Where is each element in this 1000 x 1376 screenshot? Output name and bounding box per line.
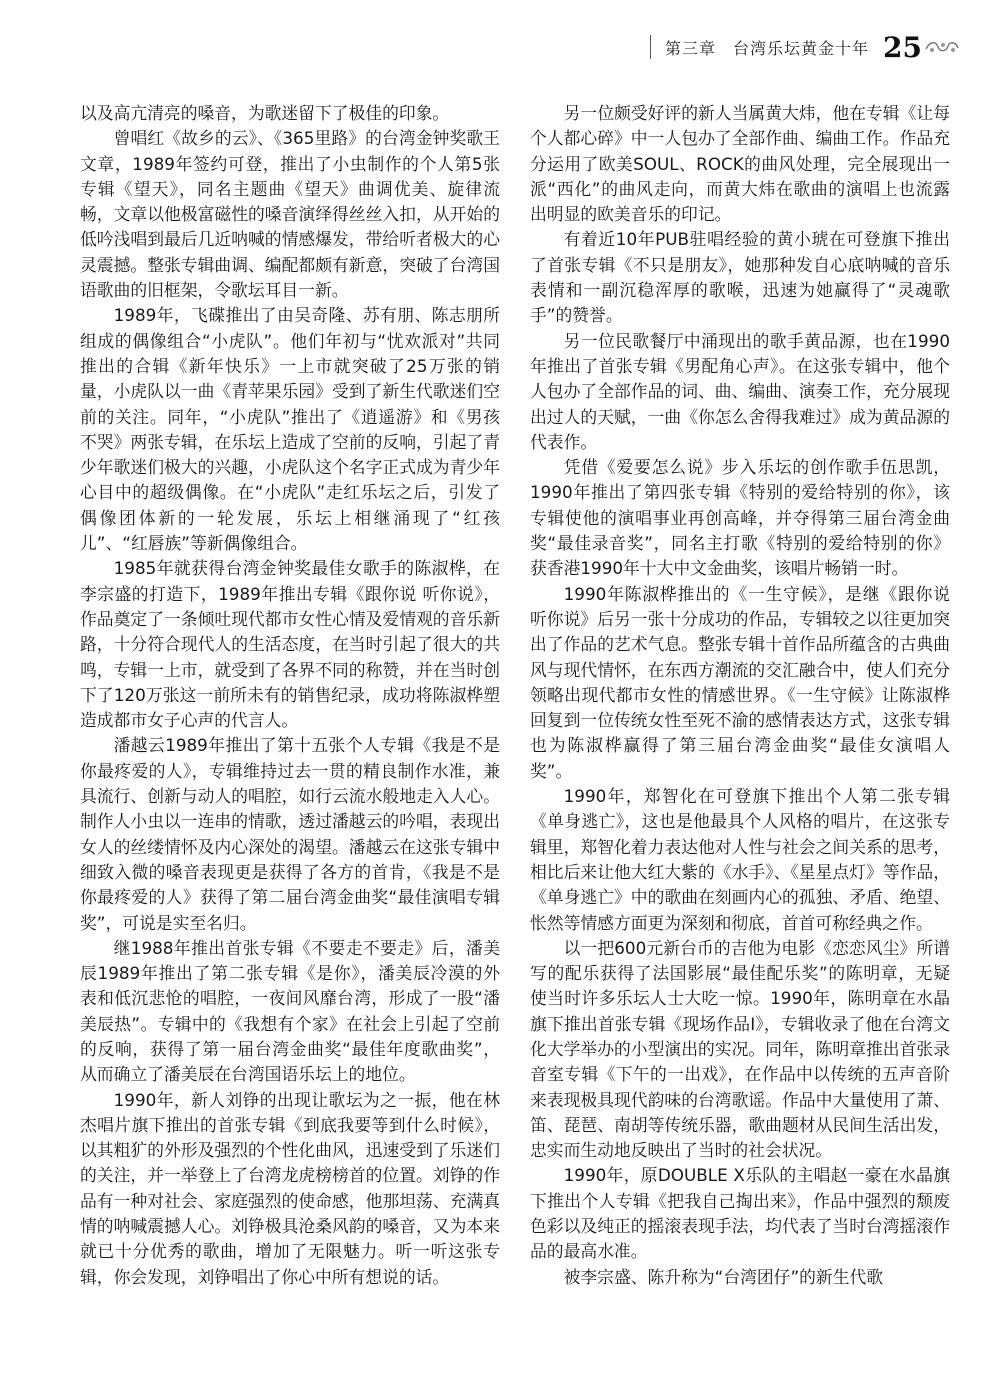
- paragraph: 另一位颇受好评的新人当属黄大炜，他在专辑《让每个人都心碎》中一人包办了全部作曲、编曲工作。作品充分运用了欧美SOUL、ROCK的曲风处理，完全展现出一派“西化”的曲风走向，而黄大炜在歌曲的演唱上也流露出明显的欧美音乐的印记。: [530, 103, 950, 225]
- paragraph: 1990年，郑智化在可登旗下推出个人第二张专辑《单身逃亡》，这也是他最具个人风格的唱片，在这张专辑里，郑智化着力表达他对人性与社会之间关系的思考，相比后来让他大红大紫的《水手》、《星星点灯》等作品，《单身逃亡》中的歌曲在刻画内心的孤独、矛盾、绝望、怅然等情感方面更为深刻和彻底，首首可称经典之作。: [530, 786, 950, 933]
- paragraph: 1985年就获得台湾金钟奖最佳女歌手的陈淑桦，在李宗盛的打造下，1989年推出专辑《跟你说 听你说》，作品奠定了一条倾吐现代都市女性心情及爱情观的音乐新路，十分符合现代人的生活态度，在当时引起了很大的共鸣，专辑一上市，就受到了各界不同的称赞，并在当时创下了120万张这一前所未有的销售纪录，成功将陈淑桦塑造成都市女子心声的代言人。: [80, 558, 500, 731]
- paragraph: 继1988年推出首张专辑《不要走不要走》后，潘美辰1989年推出了第二张专辑《是你》，潘美辰冷漠的外表和低沉悲怆的唱腔，一夜间风靡台湾，形成了一股“潘美辰热”。专辑中的《我想有个家》在社会上引起了空前的反响，获得了第一届台湾金曲奖“最佳年度歌曲奖”，从而确立了潘美辰在台湾国语乐坛上的地位。: [80, 937, 500, 1085]
- page-number: 25: [883, 30, 922, 64]
- paragraph: 潘越云1989年推出了第十五张个人专辑《我是不是你最疼爱的人》，专辑维持过去一贯的精良制作水准，兼具流行、创新与动人的唱腔，如行云流水般地走入人心。制作人小虫以一连串的情歌，透过潘越云的吟唱，表现出女人的丝缕情怀及内心深处的渴望。潘越云在这张专辑中细致入微的嗓音表现更是获得了各方的首肯，《我是不是你最疼爱的人》获得了第二届台湾金曲奖“最佳演唱专辑奖”，可说是实至名归。: [80, 735, 500, 933]
- paragraph: 曾唱红《故乡的云》、《365里路》的台湾金钟奖歌王文章，1989年签约可登，推出了小虫制作的个人第5张专辑《望天》，同名主题曲《望天》曲调优美、旋律流畅，文章以他极富磁性的嗓音演绎得丝丝入扣，从开始的低吟浅唱到最后几近呐喊的情感爆发，带给听者极大的心灵震撼。整张专辑曲调、编配都颇有新意，突破了台湾国语歌曲的旧框架，令歌坛耳目一新。: [80, 128, 500, 301]
- paragraph: 有着近10年PUB驻唱经验的黄小琥在可登旗下推出了首张专辑《不只是朋友》，她那种发自心底呐喊的音乐表情和一副沉稳浑厚的歌喉，迅速为她赢得了“灵魂歌手”的赞誉。: [530, 229, 950, 326]
- paragraph: 1990年陈淑桦推出的《一生守候》，是继《跟你说 听你说》后另一张十分成功的作品，专辑较之以往更加突出了作品的艺术气息。整张专辑十首作品所蕴含的古典曲风与现代情怀，在东西方潮流的交汇融合中，使人们充分领略出现代都市女性的情感世界。《一生守候》让陈淑桦回复到一位传统女性至死不渝的感情表达方式，这张专辑也为陈淑桦赢得了第三届台湾金曲奖“最佳女演唱人奖”。: [530, 583, 950, 781]
- paragraph: 被李宗盛、陈升称为“台湾团仔”的新生代歌: [563, 1266, 884, 1287]
- right-column: [530, 101, 950, 1290]
- paragraph: 1990年，原DOUBLE X乐队的主唱赵一豪在水晶旗下推出个人专辑《把我自己掏出来》，作品中强烈的颓废色彩以及纯正的摇滚表现手法，均代表了当时台湾摇滚作品的最高水准。: [530, 1165, 950, 1262]
- header-divider: [650, 35, 651, 59]
- paragraph: 1989年，飞碟推出了由吴奇隆、苏有朋、陈志朋所组成的偶像组合“小虎队”。他们年初与“忧欢派对”共同推出的合辑《新年快乐》一上市就突破了25万张的销量，小虎队以一曲《青苹果乐园》受到了新生代歌迷们空前的关注。同年，“小虎队”推出了《逍遥游》和《男孩不哭》两张专辑，在乐坛上造成了空前的反响，引起了青少年歌迷们极大的兴趣，小虎队这个名字正式成为青少年心目中的超级偶像。在“小虎队”走红乐坛之后，引发了偶像团体新的一轮发展，乐坛上相继涌现了“红孩儿”、“红唇族”等新偶像组合。: [80, 305, 500, 554]
- left-column: [80, 101, 500, 1290]
- running-header: [650, 30, 960, 64]
- decorative-ornament-icon: [924, 37, 960, 57]
- paragraph: 以及高亢清亮的嗓音，为歌迷留下了极佳的印象。: [80, 103, 450, 123]
- paragraph: 以一把600元新台币的吉他为电影《恋恋风尘》所谱写的配乐获得了法国影展“最佳配乐奖”的陈明章，无疑使当时许多乐坛人士大吃一惊。1990年，陈明章在水晶旗下推出首张专辑《现场作品Ⅰ》，专辑收录了他在台湾文化大学举办的小型演出的实况。同年，陈明章推出首张录音室专辑《下午的一出戏》，在作品中以传统的五声音阶来表现极具现代韵味的台湾歌谣。作品中大量使用了萧、笛、琵琶、南胡等传统乐器，歌曲题材从民间生活出发，忠实而生动地反映出了当时的社会状况。: [530, 937, 950, 1161]
- chapter-title: 第三章 台湾乐坛黄金十年: [665, 38, 870, 58]
- paragraph: 另一位民歌餐厅中涌现出的歌手黄品源，也在1990年推出了首张专辑《男配角心声》。在这张专辑中，他个人包办了全部作品的词、曲、编曲、演奏工作，充分展现出过人的天赋，一曲《你怎么舍得我难过》成为黄品源的代表作。: [530, 330, 950, 452]
- paragraph: 凭借《爱要怎么说》步入乐坛的创作歌手伍思凯，1990年推出了第四张专辑《特别的爱给特别的你》，该专辑使他的演唱事业再创高峰，并夺得第三届台湾金曲奖“最佳录音奖”，同名主打歌《特别的爱给特别的你》获香港1990年十大中文金曲奖，该唱片畅销一时。: [530, 457, 950, 579]
- paragraph: 1990年，新人刘铮的出现让歌坛为之一振，他在林杰唱片旗下推出的首张专辑《到底我要等到什么时候》，以其粗犷的外形及强烈的个性化曲风，迅速受到了乐迷们的关注，并一举登上了台湾龙虎榜榜首的位置。刘铮的作品有一种对社会、家庭强烈的使命感，他那坦荡、充满真情的呐喊震撼人心。刘铮极具沧桑风韵的嗓音，又为本来就已十分优秀的歌曲，增加了无限魅力。听一听这张专辑，你会发现，刘铮唱出了你心中所有想说的话。: [80, 1089, 500, 1287]
